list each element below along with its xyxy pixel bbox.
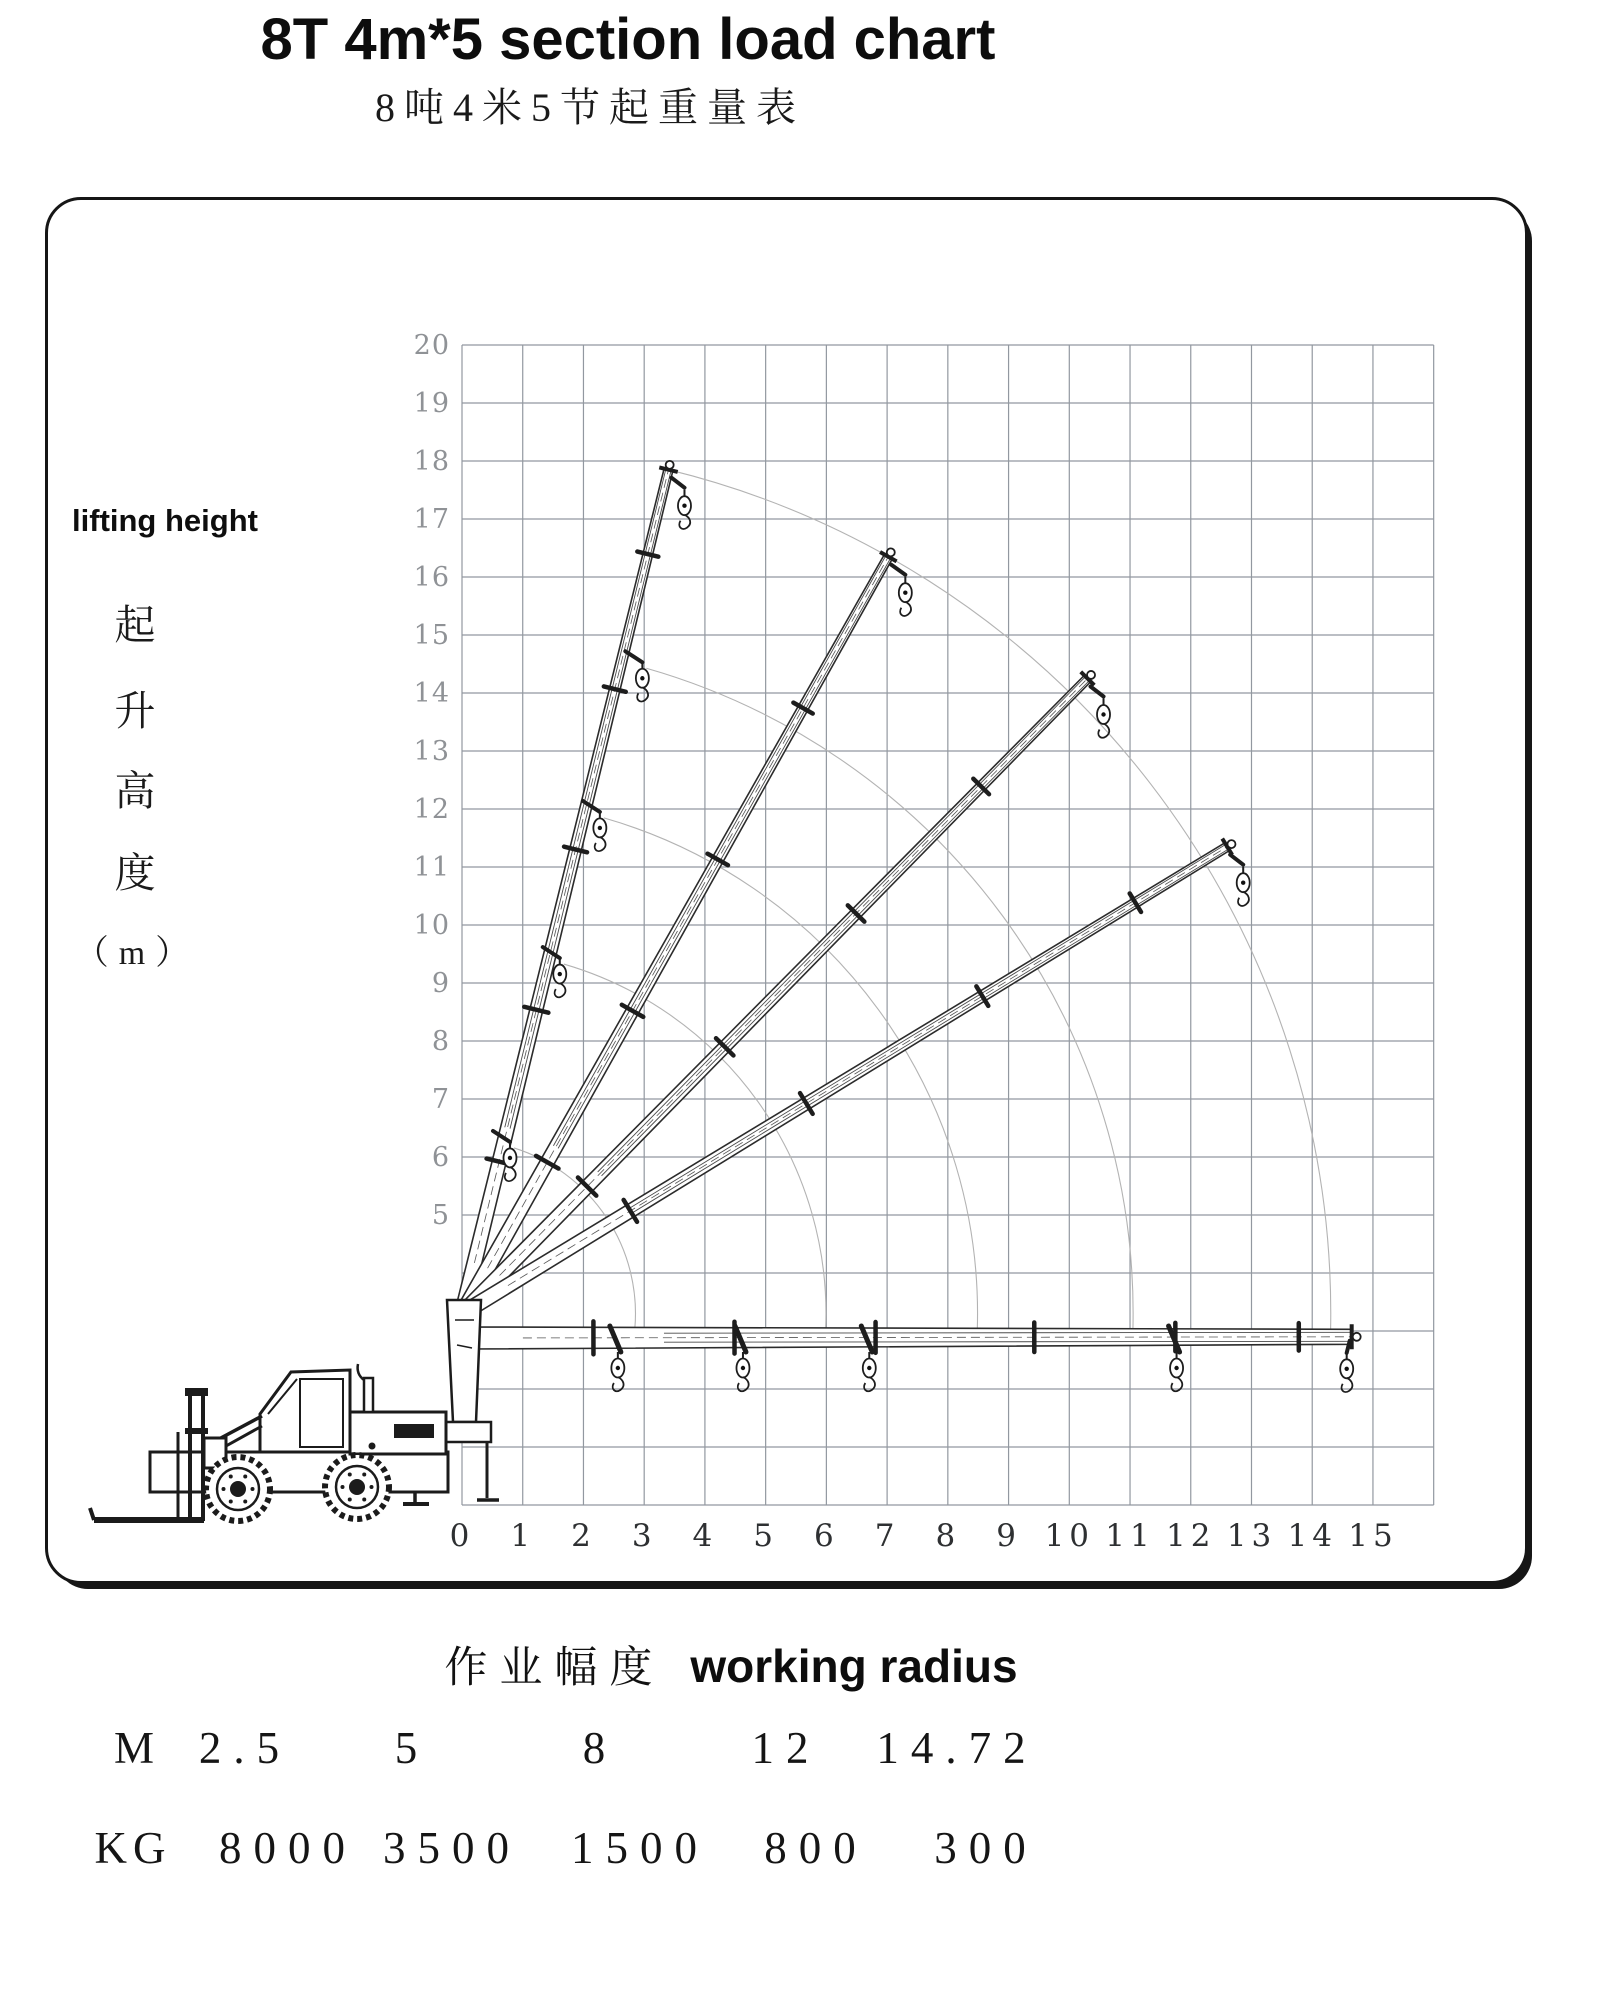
- load-table-cell: 3500: [383, 1823, 521, 1873]
- y-axis-label-zh-char: 度: [114, 850, 156, 896]
- x-tick-label: 12: [1166, 1518, 1216, 1554]
- load-table-cell: 800: [764, 1823, 868, 1873]
- y-tick-label: 16: [413, 562, 450, 593]
- load-table-row-label: KG: [94, 1823, 172, 1873]
- y-axis-label-zh-char: 高: [114, 768, 156, 814]
- x-tick-label: 10: [1044, 1518, 1095, 1554]
- x-tick-label: 9: [996, 1518, 1021, 1554]
- page-title: 8T 4m*5 section load chart: [260, 7, 996, 72]
- load-table-cell: 5: [394, 1723, 430, 1773]
- y-axis-label-zh-char: 升: [114, 688, 156, 734]
- load-table-cell: 2.5: [198, 1723, 292, 1773]
- y-tick-label: 14: [413, 678, 450, 709]
- y-tick-label: 9: [431, 968, 450, 999]
- y-tick-label: 20: [413, 330, 450, 361]
- y-tick-label: 7: [431, 1084, 450, 1115]
- chart-panel: [45, 197, 1528, 1584]
- y-axis-label-en: lifting height: [72, 503, 258, 538]
- load-table-row-m: [0, 1722, 1600, 1778]
- y-tick-label: 19: [413, 388, 450, 419]
- x-tick-label: 6: [814, 1518, 839, 1554]
- page-subtitle-chinese: 8吨4米5节起重量表: [375, 85, 805, 130]
- x-tick-label: 11: [1105, 1518, 1155, 1554]
- x-tick-label: 0: [449, 1518, 475, 1554]
- y-tick-label: 18: [413, 446, 450, 477]
- load-table-row-kg: [0, 1822, 1600, 1878]
- y-tick-label: 17: [413, 504, 450, 535]
- x-tick-label: 4: [692, 1518, 718, 1554]
- x-tick-label: 14: [1287, 1518, 1337, 1554]
- x-tick-label: 13: [1226, 1518, 1277, 1554]
- x-axis-caption: [131, 1634, 1331, 1695]
- load-table-cell: 300: [934, 1823, 1038, 1873]
- load-table-row-label: M: [113, 1723, 161, 1773]
- y-axis-label-zh-char: 起: [114, 602, 156, 648]
- y-tick-label: 6: [431, 1142, 450, 1173]
- x-tick-label: 5: [753, 1518, 779, 1554]
- x-tick-label: 2: [571, 1518, 596, 1554]
- y-tick-label: 10: [413, 910, 450, 941]
- load-table-cell: 8000: [219, 1823, 357, 1873]
- load-table-cell: 14.72: [876, 1723, 1038, 1773]
- x-tick-label: 7: [874, 1518, 900, 1554]
- y-tick-label: 8: [431, 1026, 450, 1057]
- load-table-cell: 12: [751, 1723, 821, 1773]
- x-axis-caption-zh: 作业幅度: [444, 1645, 665, 1692]
- y-tick-label: 15: [413, 620, 450, 651]
- x-tick-label: 1: [510, 1518, 536, 1554]
- y-tick-label: 11: [413, 852, 450, 883]
- y-tick-label: 13: [413, 736, 450, 767]
- load-table-cell: 1500: [571, 1823, 709, 1873]
- y-tick-label: 5: [431, 1200, 450, 1231]
- load-table-cell: 8: [582, 1723, 618, 1773]
- y-axis-unit: （m）: [74, 935, 200, 972]
- x-axis-caption-en: working radius: [690, 1640, 1018, 1692]
- x-tick-label: 15: [1348, 1518, 1398, 1554]
- x-tick-label: 3: [631, 1518, 657, 1554]
- y-tick-label: 12: [413, 794, 450, 825]
- x-tick-label: 8: [935, 1518, 961, 1554]
